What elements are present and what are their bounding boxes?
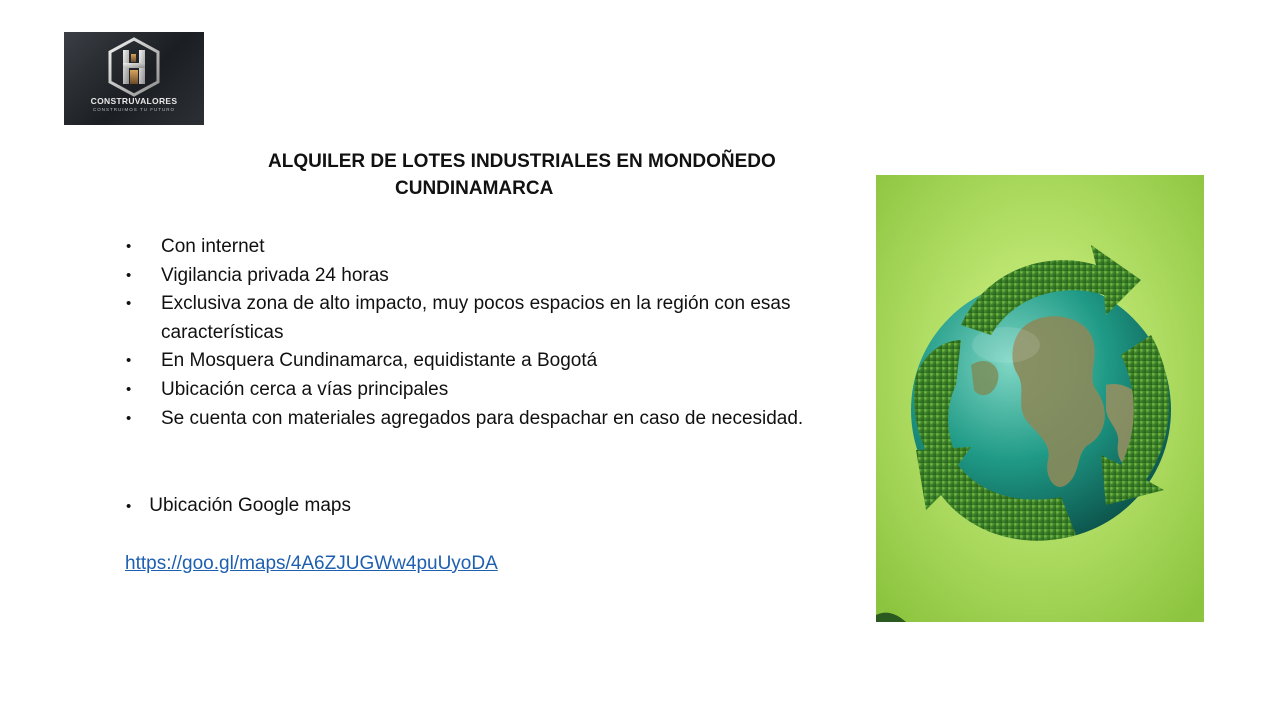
maps-label-item [124,492,351,521]
logo-tagline: CONSTRUIMOS TU FUTURO [93,107,175,112]
list-item-text: Vigilancia privada 24 horas [161,264,389,286]
list-item-text: Se cuenta con materiales agregados para despachar en caso de necesidad. [161,407,804,429]
slide-title [268,148,808,202]
bullet-icon: • [126,380,132,398]
list-item [124,405,844,434]
list-item-text: Con internet [161,236,265,257]
list-item [124,376,844,405]
google-maps-link[interactable]: https://goo.gl/maps/4A6ZJUGWw4puUyoDA [125,553,498,574]
logo-brand-name: CONSTRUVALORES [90,96,178,106]
bullet-icon: • [126,498,132,515]
list-item-text: Exclusiva zona de alto impacto, muy pocos espacios en la región con esas características [161,293,791,343]
list-item [124,347,844,376]
bullet-icon: • [126,238,132,255]
construvalores-logo [64,32,204,125]
title-line-2: CUNDINAMARCA [395,178,554,199]
list-item-text: En Mosquera Cundinamarca, equidistante a Bogotá [161,350,598,372]
bullet-icon: • [126,266,132,284]
maps-label: Ubicación Google maps [149,495,351,516]
features-list [124,233,844,433]
list-item [124,290,844,347]
title-line-1: ALQUILER DE LOTES INDUSTRIALES EN MONDOÑEDO [268,151,776,172]
recycling-globe-icon [876,175,1204,622]
building-logo-icon [103,36,165,98]
bullet-icon: • [126,352,132,370]
list-item-text: Ubicación cerca a vías principales [161,378,449,400]
bullet-icon: • [126,295,132,313]
list-item [124,233,844,262]
list-item [124,262,844,291]
bullet-icon: • [126,409,132,427]
recycling-globe-image [876,175,1204,622]
